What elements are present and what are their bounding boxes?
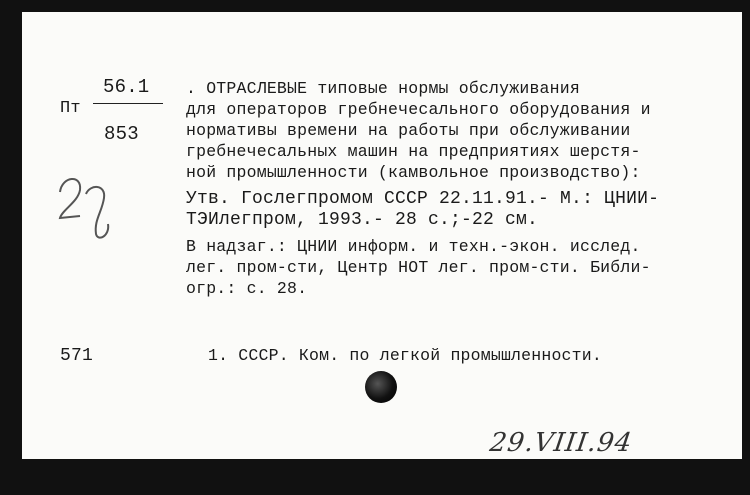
subject-heading: 1. СССР. Ком. по легкой промышленности. <box>208 346 602 365</box>
entry-line-6: Утв. Гослегпромом СССР 22.11.91.- М.: ЦНИИ- <box>186 189 660 209</box>
handwritten-mark <box>50 164 120 244</box>
classification-divider <box>93 103 163 104</box>
entry-line-3: нормативы времени на работы при обслуживании <box>186 121 631 140</box>
entry-line-5: ной промышленности (камвольное производство): <box>186 163 641 182</box>
entry-line-4: гребнечесальных машин на предприятиях шерстя- <box>186 142 641 161</box>
scan-border-left <box>0 0 22 495</box>
entry-line-9: лег. пром-сти, Центр НОТ лег. пром-сти. Библи- <box>186 258 651 277</box>
handwritten-date: 29.VIII.94 <box>487 428 635 458</box>
inventory-number: 571 <box>60 346 94 366</box>
scan-border-right <box>742 0 750 495</box>
classification-top: 56.1 <box>103 76 150 98</box>
classification-bottom: 853 <box>104 123 139 145</box>
entry-line-7: ТЭИлегпром, 1993.- 28 с.;-22 см. <box>186 210 539 230</box>
scan-border-bottom <box>0 459 750 495</box>
entry-line-2: для операторов гребнечесального оборудования и <box>186 100 651 119</box>
scan-border-top <box>0 0 750 12</box>
card-punch-hole <box>365 371 397 403</box>
shelf-prefix: Пт <box>60 99 81 118</box>
entry-line-1: . ОТРАСЛЕВЫЕ типовые нормы обслуживания <box>186 79 580 98</box>
entry-line-10: огр.: с. 28. <box>186 279 308 298</box>
entry-line-8: В надзаг.: ЦНИИ информ. и техн.-экон. исслед. <box>186 237 641 256</box>
